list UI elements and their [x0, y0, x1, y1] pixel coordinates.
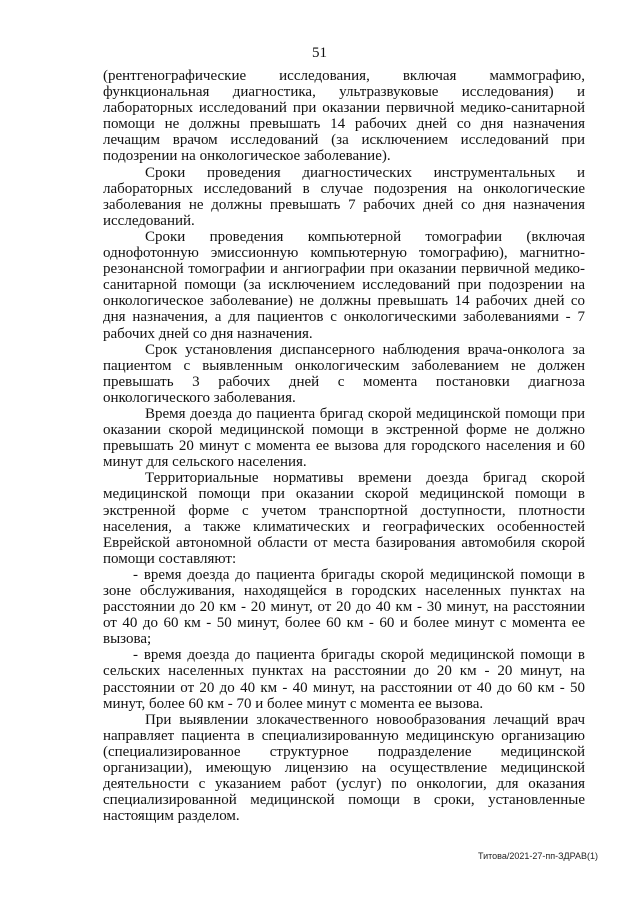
document-body	[103, 68, 585, 824]
paragraph-5: Время доезда до пациента бригад скорой медицинской помощи при оказании скорой медицинской помощи в экстренной форме не должно превышать 20 минут с момента ее вызова для городского населения и 60 минут для сельского населения.	[103, 405, 585, 471]
paragraph-1: (рентгенографические исследования, включая маммографию, функциональная диагностика, ультразвуковые исследования) и лабораторных исследований при оказании первичной медико-санитарной помощи не должны превышать 14 рабочих дней со дня назначения лечащим врачом исследований (за исключением исследований при подозрении на онкологическое заболевание).	[103, 68, 585, 165]
list-item-rural: - время доезда до пациента бригады скорой медицинской помощи в сельских населенных пунктах на расстоянии до 20 км - 20 минут, на расстоянии от 20 до 40 км - 40 минут, на расстоянии от 40 до 60 км - 50 минут, более 60 км - 70 и более минут с момента ее вызова.	[103, 647, 585, 712]
document-reference: Титова/2021-27-пп-ЗДРАВ(1)	[478, 851, 599, 861]
list-item-urban: - время доезда до пациента бригады скорой медицинской помощи в зоне обслуживания, находящейся в городских населенных пунктах на расстоянии до 20 км - 20 минут, от 20 до 40 км - 30 минут, на расстоянии от 40 до 60 км - 50 минут, более 60 км - 60 и более минут с момента ее вызова;	[103, 566, 585, 648]
paragraph-2: Сроки проведения диагностических инструментальных и лабораторных исследований в случае подозрения на онкологические заболевания не должны превышать 7 рабочих дней со дня назначения исследований.	[103, 164, 585, 229]
paragraph-6: Территориальные нормативы времени доезда бригад скорой медицинской помощи при оказании скорой медицинской помощи в экстренной форме с учетом транспортной доступности, плотности населения, а также климатических и географических особенностей Еврейской автономной области от места базирования автомобиля скорой помощи составляют:	[103, 470, 585, 567]
paragraph-4: Срок установления диспансерного наблюдения врача-онколога за пациентом с выявленным онкологическим заболеванием не должен превышать 3 рабочих дней с момента постановки диагноза онкологического заболевания.	[103, 341, 585, 406]
paragraph-9: При выявлении злокачественного новообразования лечащий врач направляет пациента в специализированную медицинскую организацию (специализированное структурное подразделение медицинской организации), имеющую лицензию на осуществление медицинской деятельности с указанием работ (услуг) по онкологии, для оказания специализированной медицинской помощи в сроки, установленные настоящим разделом.	[103, 711, 585, 825]
paragraph-3: Сроки проведения компьютерной томографии (включая однофотонную эмиссионную компьютерную томографию), магнитно-резонансной томографии и ангиографии при оказании первичной медико-санитарной помощи (за исключением исследований при подозрении на онкологическое заболевание) не должны превышать 14 рабочих дней со дня назначения, а для пациентов с онкологическими заболеваниями - 7 рабочих дней со дня назначения.	[103, 228, 585, 342]
page-number: 51	[312, 45, 327, 61]
